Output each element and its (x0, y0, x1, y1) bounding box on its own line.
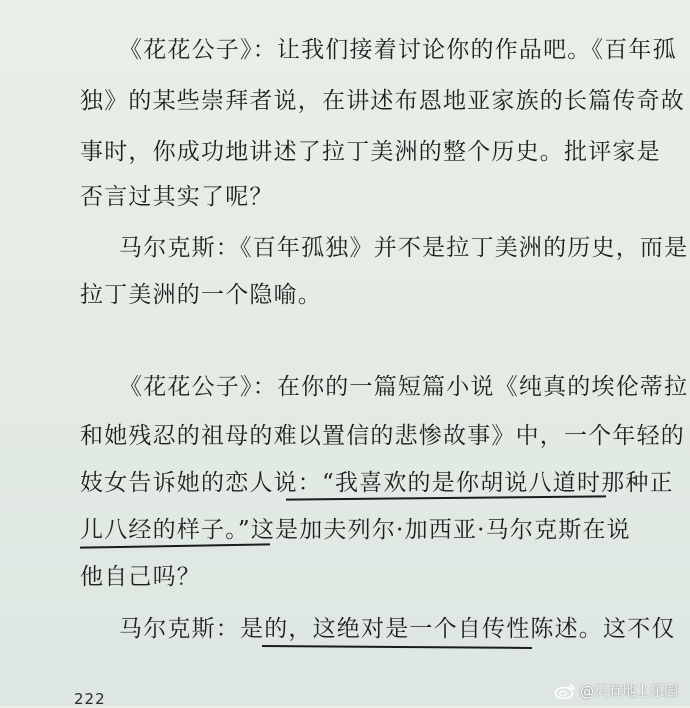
text-line-12: 马尔克斯：是的，这绝对是一个自传性陈述。这不仅 (119, 616, 676, 642)
text-line-6: 拉丁美洲的一个隐喻。 (80, 282, 322, 308)
text-line-11: 他自己吗？ (80, 564, 201, 590)
weibo-icon (554, 683, 576, 699)
handdrawn-underline (262, 645, 532, 649)
text-line-4: 否言过其实了呢？ (80, 184, 274, 210)
text-line-8: 和她残忍的祖母的难以置信的悲惨故事》中，一个年轻的 (80, 423, 685, 449)
text-line-9: 妓女告诉她的恋人说：“我喜欢的是你胡说八道时那种正 (80, 470, 674, 496)
text-line-1: 《花花公子》：让我们接着讨论你的作品吧。《百年孤 (119, 37, 677, 63)
watermark-text: @只有地上乐园 (580, 684, 678, 700)
bleed-through-text (60, 6, 620, 36)
text-line-10: 儿八经的样子。”这是加夫列尔·加西亚·马尔克斯在说 (80, 517, 631, 543)
page-number: 222 (74, 690, 106, 708)
watermark (554, 681, 678, 701)
text-line-3: 事时，你成功地讲述了拉丁美洲的整个历史。批评家是 (80, 139, 661, 165)
text-line-5: 马尔克斯：《百年孤独》并不是拉丁美洲的历史，而是 (119, 235, 689, 261)
text-line-2: 独》的某些崇拜者说，在讲述布恩地亚家族的长篇传奇故 (80, 88, 685, 114)
text-line-7: 《花花公子》：在你的一篇短篇小说《纯真的埃伦蒂拉 (119, 374, 689, 400)
